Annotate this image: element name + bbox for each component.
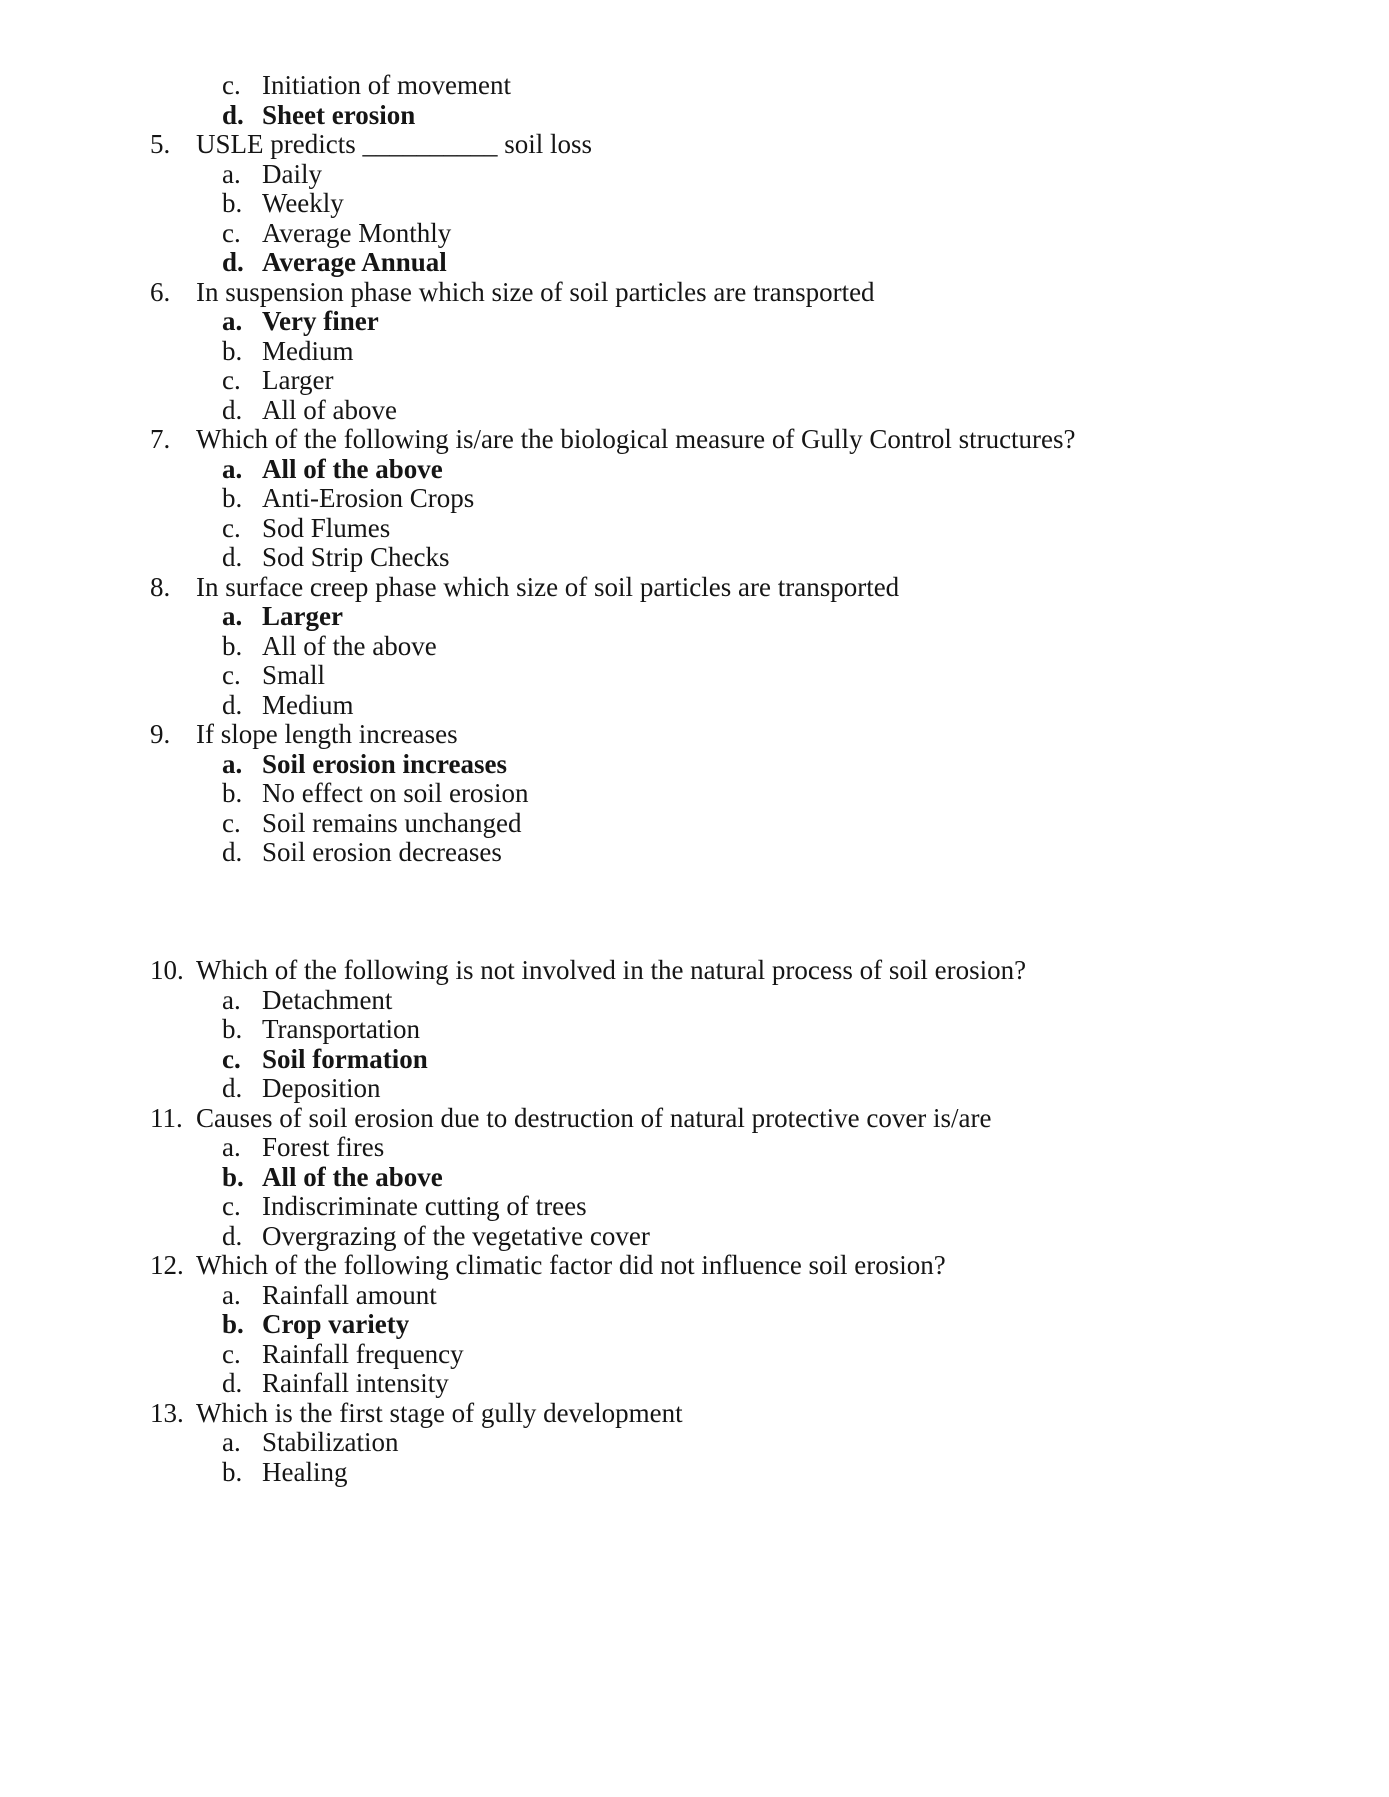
option-line — [0, 101, 1389, 131]
option-text: Small — [262, 660, 326, 690]
option-line — [0, 484, 1389, 514]
option-letter: c. — [222, 1043, 241, 1074]
option-line — [0, 71, 1389, 101]
option-letter: c. — [222, 660, 241, 690]
option-text: All of the above — [262, 630, 437, 661]
option-line — [0, 1192, 1389, 1222]
option-letter: a. — [222, 306, 243, 336]
option-text: Soil erosion decreases — [262, 837, 502, 867]
option-text: Sheet erosion — [262, 99, 416, 130]
option-letter: d. — [222, 837, 243, 867]
option-letter: a. — [222, 601, 243, 631]
option-text: Detachment — [262, 984, 393, 1015]
option-text: Daily — [262, 158, 322, 189]
question-number: 11. — [150, 1102, 183, 1133]
option-text: All of above — [262, 394, 397, 425]
option-letter: b. — [222, 188, 243, 218]
option-letter: c. — [222, 1338, 241, 1369]
option-letter: d. — [222, 247, 244, 277]
option-text: Anti-Erosion Crops — [262, 483, 475, 513]
option-letter: b. — [222, 1161, 244, 1192]
option-line — [0, 219, 1389, 249]
option-text: Rainfall amount — [262, 1279, 437, 1310]
option-text: Transportation — [262, 1014, 421, 1044]
question-text: If slope length increases — [196, 719, 458, 749]
option-text: Stabilization — [262, 1427, 399, 1457]
option-line — [0, 1428, 1389, 1458]
option-letter: d. — [222, 394, 243, 425]
option-letter: b. — [222, 335, 243, 366]
question-line — [0, 1251, 1389, 1281]
option-line — [0, 1369, 1389, 1399]
option-line — [0, 779, 1389, 809]
option-line — [0, 396, 1389, 426]
option-line — [0, 1163, 1389, 1193]
option-letter: c. — [222, 807, 241, 838]
option-text: Crop variety — [262, 1309, 410, 1339]
option-letter: c. — [222, 365, 241, 395]
option-letter: a. — [222, 158, 241, 189]
question-number: 5. — [150, 129, 171, 159]
question-line — [0, 278, 1389, 308]
option-text: Overgrazing of the vegetative cover — [262, 1220, 650, 1251]
option-text: Initiation of movement — [262, 70, 511, 100]
question-line — [0, 130, 1389, 160]
option-line — [0, 838, 1389, 868]
option-line — [0, 1340, 1389, 1370]
question-text: Which of the following is/are the biological measure of Gully Control structures? — [196, 424, 1076, 454]
option-text: Sod Strip Checks — [262, 542, 450, 572]
question-line — [0, 1399, 1389, 1429]
option-line — [0, 455, 1389, 485]
option-line — [0, 750, 1389, 780]
option-text: Average Annual — [262, 247, 447, 277]
option-line — [0, 661, 1389, 691]
option-letter: a. — [222, 1427, 241, 1457]
option-text: Rainfall intensity — [262, 1368, 449, 1398]
option-letter: b. — [222, 483, 243, 513]
question-number: 12. — [150, 1250, 184, 1280]
option-letter: a. — [222, 1132, 241, 1162]
option-letter: d. — [222, 1368, 243, 1398]
option-line — [0, 1045, 1389, 1075]
option-line — [0, 986, 1389, 1016]
option-letter: b. — [222, 630, 243, 661]
option-line — [0, 366, 1389, 396]
option-text: All of the above — [262, 453, 443, 484]
option-text: Indiscriminate cutting of trees — [262, 1191, 587, 1221]
question-number: 9. — [150, 719, 171, 749]
question-line — [0, 425, 1389, 455]
option-letter: c. — [222, 1191, 241, 1221]
option-line — [0, 809, 1389, 839]
option-line — [0, 1133, 1389, 1163]
option-line — [0, 1222, 1389, 1252]
option-letter: d. — [222, 689, 243, 720]
paragraph-gap — [0, 868, 1389, 957]
option-line — [0, 632, 1389, 662]
question-text: Which of the following climatic factor did not influence soil erosion? — [196, 1250, 946, 1280]
option-text: Very finer — [262, 306, 379, 336]
option-line — [0, 1281, 1389, 1311]
option-line — [0, 160, 1389, 190]
option-line — [0, 1015, 1389, 1045]
question-number: 7. — [150, 424, 171, 454]
question-line — [0, 573, 1389, 603]
option-text: Rainfall frequency — [262, 1338, 464, 1369]
option-text: Medium — [262, 689, 354, 720]
option-text: No effect on soil erosion — [262, 778, 529, 808]
option-letter: b. — [222, 1014, 243, 1044]
option-line — [0, 307, 1389, 337]
question-text: In surface creep phase which size of soil particles are transported — [196, 571, 900, 602]
option-letter: a. — [222, 984, 241, 1015]
option-text: Larger — [262, 365, 334, 395]
option-line — [0, 337, 1389, 367]
option-letter: a. — [222, 748, 243, 779]
option-line — [0, 189, 1389, 219]
question-line — [0, 956, 1389, 986]
option-text: Weekly — [262, 188, 344, 218]
option-text: Larger — [262, 601, 343, 631]
option-text: Deposition — [262, 1073, 381, 1103]
option-text: Soil formation — [262, 1043, 428, 1074]
option-letter: d. — [222, 1220, 243, 1251]
option-line — [0, 1310, 1389, 1340]
question-number: 6. — [150, 276, 171, 307]
option-line — [0, 602, 1389, 632]
option-letter: d. — [222, 542, 243, 572]
option-text: Soil erosion increases — [262, 748, 508, 779]
option-line — [0, 514, 1389, 544]
question-number: 10. — [150, 955, 184, 985]
question-text: Which of the following is not involved in the natural process of soil erosion? — [196, 955, 1027, 985]
question-text: USLE predicts __________ soil loss — [196, 129, 592, 159]
option-text: Forest fires — [262, 1132, 385, 1162]
option-line — [0, 691, 1389, 721]
question-text: In suspension phase which size of soil particles are transported — [196, 276, 875, 307]
option-text: Average Monthly — [262, 217, 452, 248]
option-letter: a. — [222, 1279, 241, 1310]
question-line — [0, 720, 1389, 750]
option-text: Sod Flumes — [262, 512, 391, 543]
option-letter: b. — [222, 1309, 244, 1339]
option-letter: c. — [222, 70, 241, 100]
question-text: Which is the first stage of gully development — [196, 1397, 683, 1428]
option-letter: c. — [222, 217, 241, 248]
option-text: Soil remains unchanged — [262, 807, 522, 838]
option-text: Healing — [262, 1456, 348, 1487]
option-letter: d. — [222, 1073, 243, 1103]
option-letter: a. — [222, 453, 243, 484]
question-text: Causes of soil erosion due to destruction of natural protective cover is/are — [196, 1102, 992, 1133]
option-letter: d. — [222, 99, 244, 130]
option-text: All of the above — [262, 1161, 443, 1192]
option-line — [0, 1074, 1389, 1104]
question-number: 8. — [150, 571, 171, 602]
question-line — [0, 1104, 1389, 1134]
option-letter: b. — [222, 778, 243, 808]
option-line — [0, 1458, 1389, 1488]
option-letter: c. — [222, 512, 241, 543]
question-number: 13. — [150, 1397, 184, 1428]
option-line — [0, 543, 1389, 573]
option-line — [0, 248, 1389, 278]
option-text: Medium — [262, 335, 354, 366]
option-letter: b. — [222, 1456, 243, 1487]
